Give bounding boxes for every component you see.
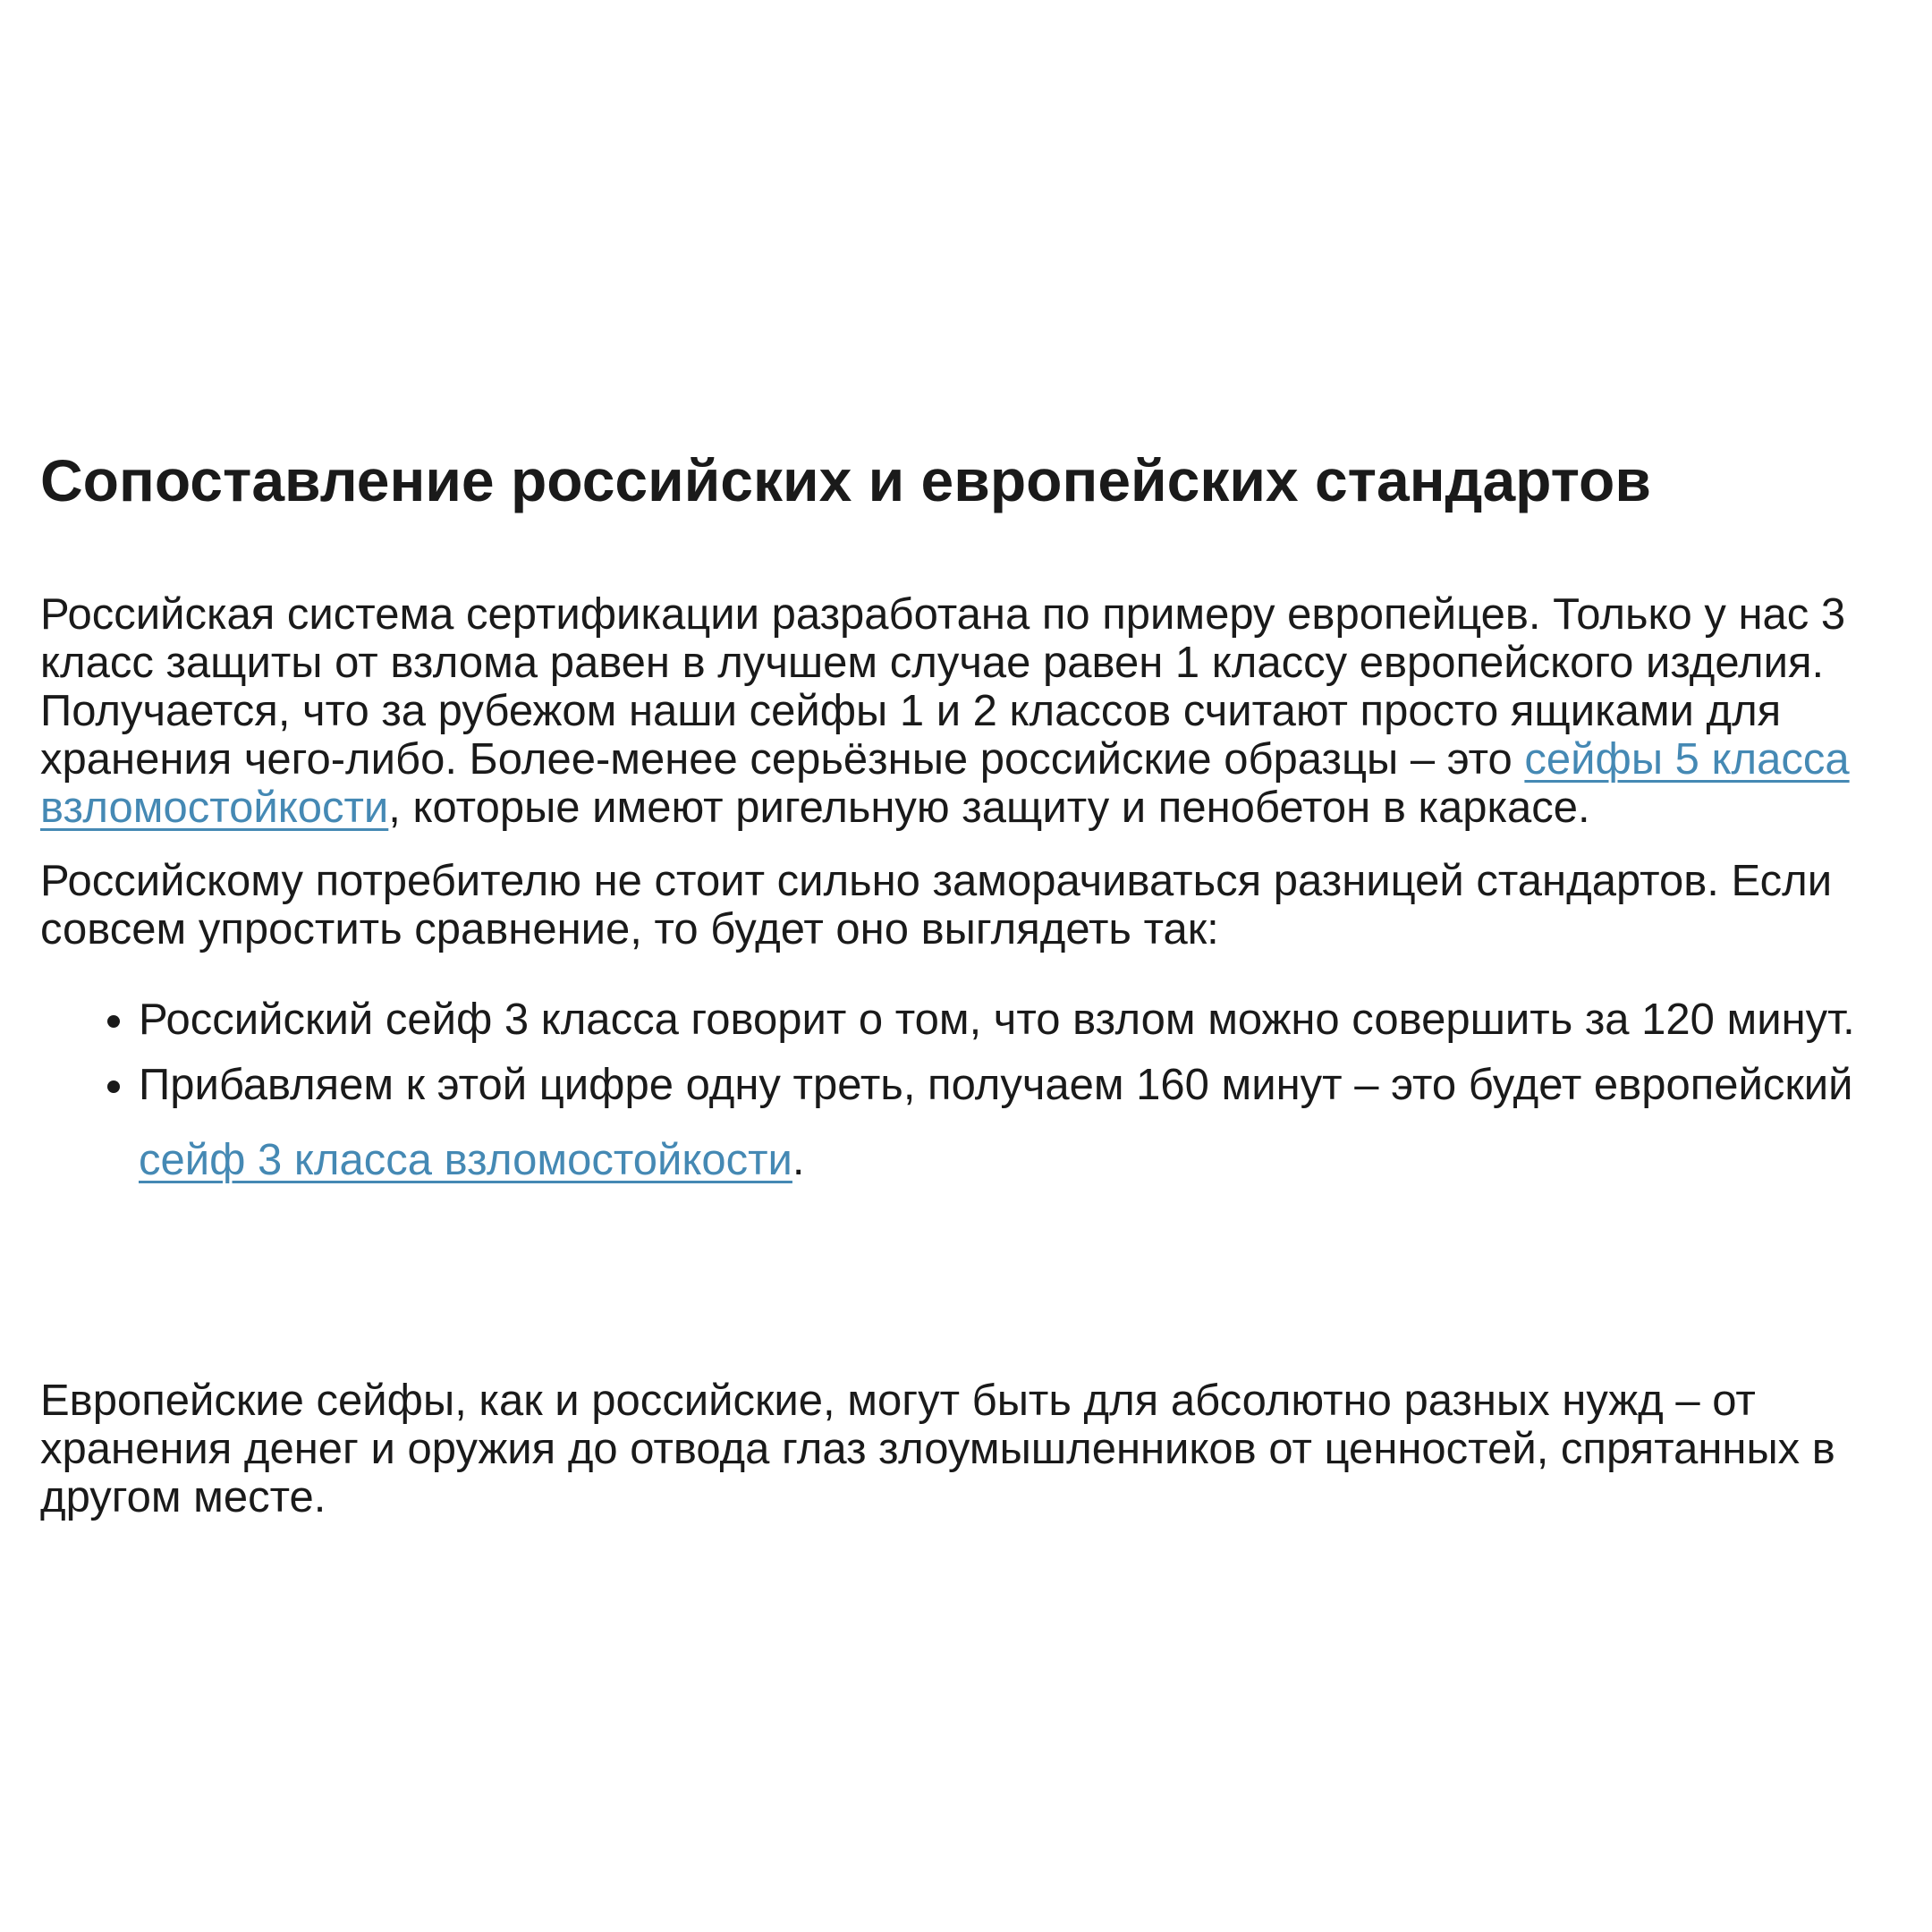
list-item-european-safe (139, 1047, 1887, 1198)
link-safe-class-3[interactable]: сейф 3 класса взломостойкости (139, 1135, 792, 1184)
link-safes-class-5[interactable]: сейфы 5 класса взломостойкости (40, 734, 1850, 832)
paragraph-european-safes: Европейские сейфы, как и российские, могут быть для абсолютно разных нужд – от хранения денег и оружия до отвода глаз злоумышленников от ценностей, спрятанных в другом месте. (40, 1376, 1835, 1521)
paragraph-certification (40, 590, 1887, 832)
list-item-european-safe-text: Прибавляем к этой цифре одну треть, получаем 160 минут – это будет европейский (139, 1060, 1853, 1109)
paragraph-certification-tail: , которые имеют ригельную защиту и пенобетон в каркасе. (388, 783, 1590, 832)
empty-spacer (40, 1198, 1887, 1377)
list-item-russian-safe: • Российский сейф 3 класса говорит о том, что взлом можно совершить за 120 минут. (139, 996, 1887, 1044)
paragraph-consumer: Российскому потребителю не стоит сильно заморачиваться разницей стандартов. Если совсем упростить сравнение, то будет оно выглядеть так: (40, 856, 1833, 953)
paragraph-certification-text: Российская система сертификации разработана по примеру европейцев. Только у нас 3 класс защиты от взлома равен в лучшем случае равен 1 классу европейского изделия. Получается, что за рубежом наши сейфы 1 и 2 классов считают просто ящиками для хранения чего-либо. Более-менее серьёзные российские образцы – это (40, 589, 1846, 784)
article-content (40, 0, 1887, 1521)
list-item-european-safe-tail: . (792, 1135, 805, 1184)
comparison-list (40, 996, 1887, 1198)
page-title: Сопоставление российских и европейских стандартов (40, 447, 1651, 513)
